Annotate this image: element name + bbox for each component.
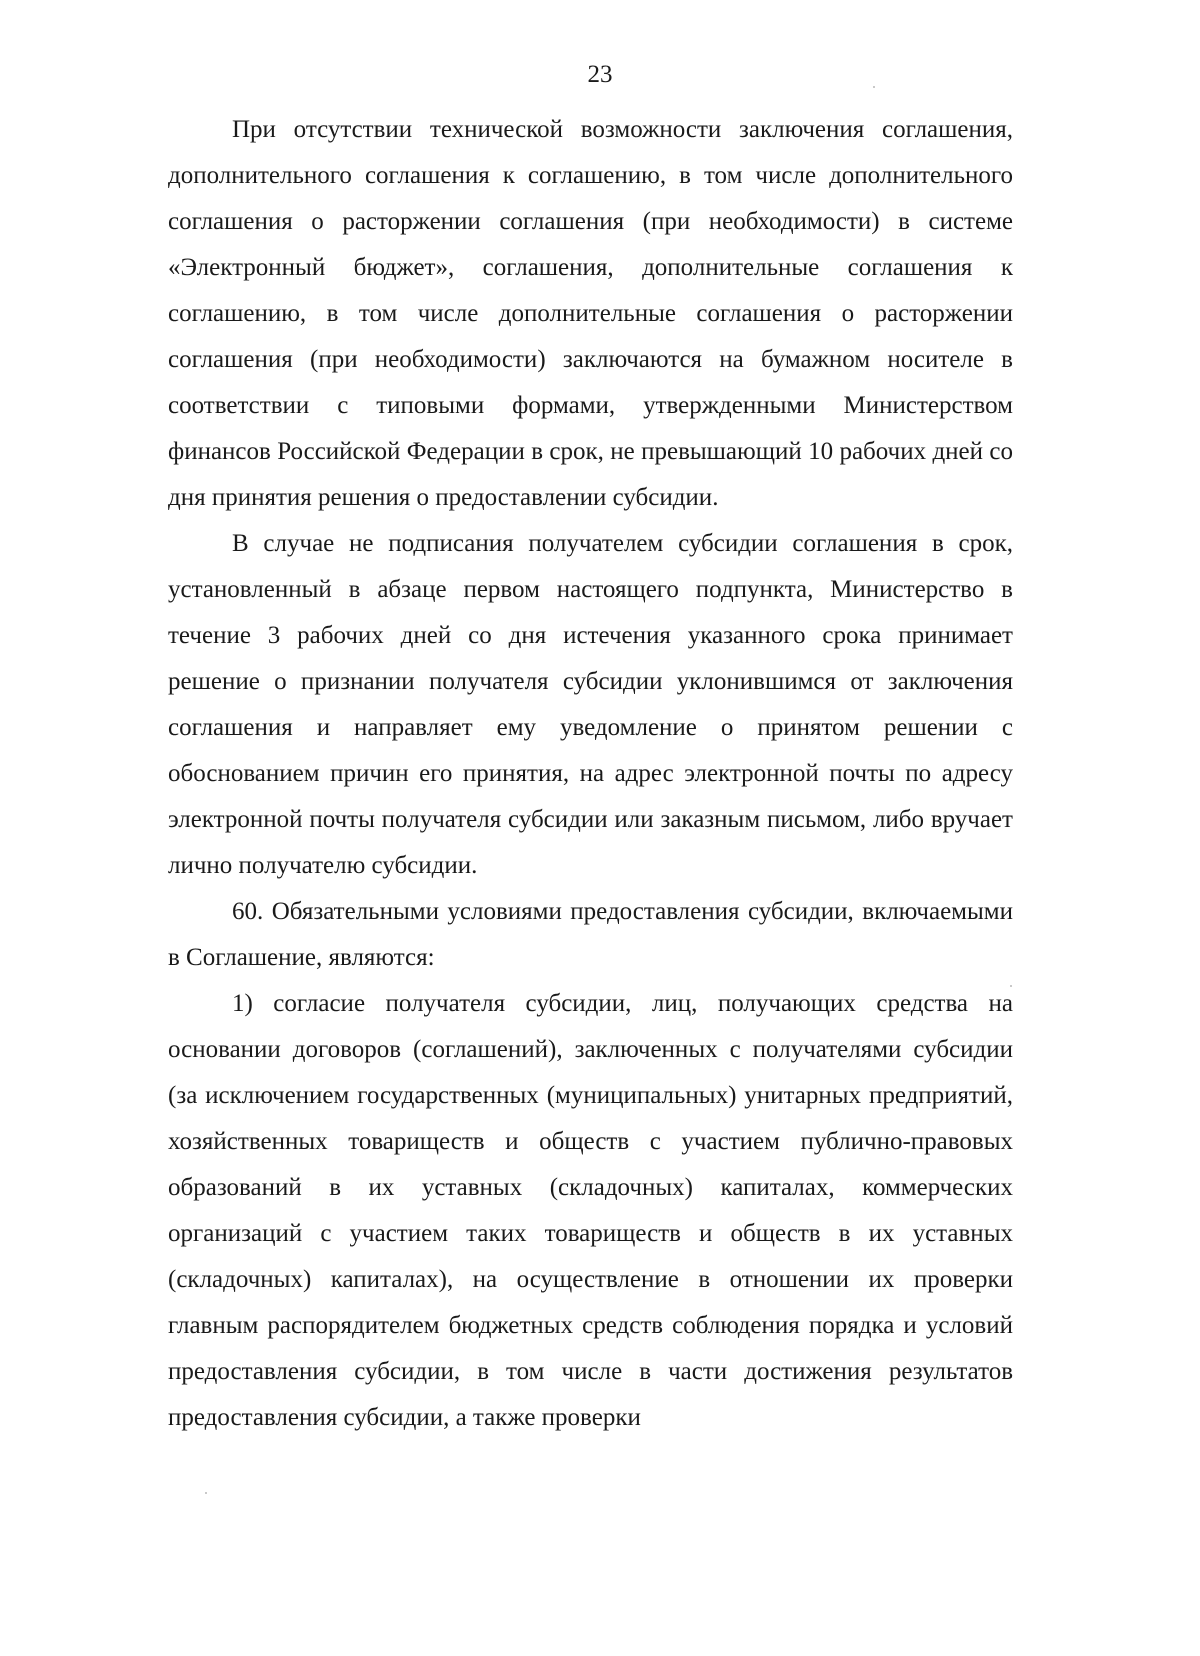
scan-speck	[205, 1492, 207, 1494]
scan-speck	[1010, 985, 1012, 987]
body-text	[168, 107, 1013, 1441]
paragraph-agreement-paper-form: При отсутствии технической возможности заключения соглашения, дополнительного соглашения к соглашению, в том числе дополнительного соглашения о расторжении соглашения (при необходимости) в системе «Электронный бюджет», соглашения, дополнительные соглашения к соглашению, в том числе дополнительные соглашения о расторжении соглашения (при необходимости) заключаются на бумажном носителе в соответствии с типовыми формами, утвержденными Министерством финансов Российской Федерации в срок, не превышающий 10 рабочих дней со дня принятия решения о предоставлении субсидии.	[168, 116, 1013, 511]
paragraph-item-60: 60. Обязательными условиями предоставления субсидии, включаемыми в Соглашение, являются:	[168, 898, 1013, 971]
page-number: 23	[587, 61, 613, 88]
scan-speck	[873, 86, 875, 88]
paragraph-agreement-not-signed: В случае не подписания получателем субсидии соглашения в срок, установленный в абзаце первом настоящего подпункта, Министерство в течение 3 рабочих дней со дня истечения указанного срока принимает решение о признании получателя субсидии уклонившимся от заключения соглашения и направляет ему уведомление о принятом решении с обоснованием причин его принятия, на адрес электронной почты по адресу электронной почты получателя субсидии или заказным письмом, либо вручает лично получателю субсидии.	[168, 530, 1013, 879]
paragraph-subitem-1: 1) согласие получателя субсидии, лиц, получающих средства на основании договоров (соглашений), заключенных с получателями субсидии (за исключением государственных (муниципальных) унитарных предприятий, хозяйственных товариществ и обществ с участием публично-правовых образований в их уставных (складочных) капиталах, коммерческих организаций с участием таких товариществ и обществ в их уставных (складочных) капиталах), на осуществление в отношении их проверки главным распорядителем бюджетных средств соблюдения порядка и условий предоставления субсидии, в том числе в части достижения результатов предоставления субсидии, а также проверки	[168, 990, 1013, 1431]
